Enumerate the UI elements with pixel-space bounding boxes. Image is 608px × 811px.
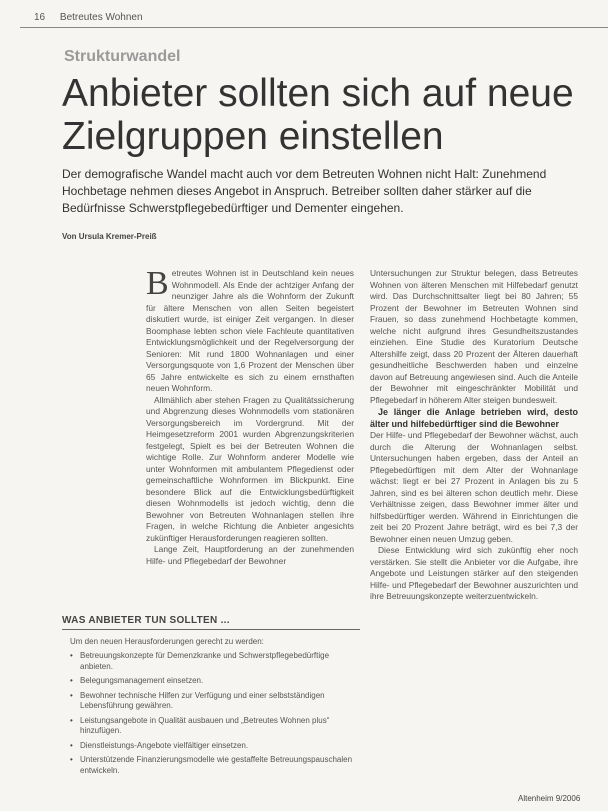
text-column-1 [146, 265, 354, 567]
list-item: • Dienstleistungs-Angebote vielfältiger einsetzen. [70, 741, 362, 752]
paragraph [146, 265, 354, 395]
text-column-2 [370, 268, 578, 603]
section-label: Betreutes Wohnen [59, 12, 143, 23]
list-item: • Belegungsmanagement einsetzen. [70, 676, 362, 687]
paragraph: Untersuchungen zur Struktur belegen, dass Betreutes Wohnen von älteren Menschen mit Hilfebedarf genutzt wird. Das Durchschnittsalter liegt bei 80 Jahren; 55 Prozent der Bewohner im Betreuten Wohnen sind Frauen, so dass zunehmend Hochbetagte kommen, welche nicht aufgrund ihres Gesundheitszustandes einziehen. Eine Studie des Kuratorium Deutsche Altershilfe zeigt, dass 20 Prozent der Älteren dauerhaft gesundheitliche Beschwerden haben und einzelne davon auf Betreuung angewiesen sind. Auch die Anteile der Bewohner mit eingeschränkter Mobilität und Pflegebedarf in höherem Alter steigen bundesweit. [370, 268, 578, 405]
list-item: • Unterstützende Finanzierungsmodelle wie gestaffelte Betreuungspauschalen entwickeln. [70, 755, 362, 776]
paragraph: Lange Zeit, Hauptforderung an der zunehmenden Hilfe- und Pflegebedarf der Bewohner [146, 544, 354, 566]
page-number: 16 [34, 12, 46, 23]
article-lead: Der demografische Wandel macht auch vor dem Betreuten Wohnen nicht Halt: Zunehmend Hochbetage nehmen dieses Angebot in Anspruch. Betreiber sollten daher stärker auf die Bedürfnisse Schwerstpflegebedürftiger und Dementer eingehen. [62, 167, 547, 215]
running-header [34, 12, 143, 23]
info-box-rule [62, 629, 360, 630]
article-title: Anbieter sollten sich auf neue Zielgruppen einstellen [62, 72, 574, 158]
info-box [62, 615, 362, 780]
info-box-title: WAS ANBIETER TUN SOLLTEN ... [62, 615, 230, 626]
list-item: • Betreuungskonzepte für Demenzkranke und Schwerstpflegebedürftige anbieten. [70, 651, 362, 672]
drop-cap: B [146, 265, 169, 302]
info-box-list [62, 651, 362, 776]
info-box-intro: Um den neuen Herausforderungen gerecht zu werden: [70, 637, 264, 646]
article-byline: Von Ursula Kremer-Preiß [62, 232, 157, 241]
header-rule [20, 27, 608, 28]
paragraph: Allmählich aber stehen Fragen zu Qualitätssicherung und Abgrenzung dieses Wohnmodells vom stationären Versorgungsbereich im Vordergrund. Mit der Heimgesetzreform 2001 wurden Abgrenzungskriterien festgelegt, Spielt es bei der Betreuten Wohnen die wichtige Rolle. Zur Wohnform anderer Modelle wie unter Wohnformen mit ambulantem Pflegedienst oder gemeinschaftliche Wohnformen im Blickpunkt. Eine besondere Blick auf die Entwicklungsbedürftigkeit diesen Wohnmodells ist jedoch wichtig, denn die Bewohner von Betreuten Wohnanlagen stellen ihre Fragen, in welche Richtung die Anbieter angesichts zukünftiger Herausforderungen reagieren sollten. [146, 394, 354, 543]
subheading: Je länger die Anlage betrieben wird, desto älter und hilfebedürftiger sind die Bewohner [370, 407, 578, 429]
article-kicker: Strukturwandel [64, 48, 181, 65]
paragraph-text: etreutes Wohnen ist in Deutschland kein neues Wohnmodell. Als Ende der achtziger Anfang der neunziger Jahre als die Wohnform der Zukunft für ältere Menschen von allen Seiten begeistert diskutiert wurde, ist einiger Zeit vergangen. In dieser Boomphase lebten schon viele Fachleute quantitativen Entwicklungsmöglichkeit und der Regelversorgung der Senioren: Mit rund 1800 Wohnanlagen und einer Versorgungsquote von 1,6 Prozent der Menschen über 65 Jahre entwickelte es sich zu einem ernsthaften neuen Wohnform. [146, 268, 354, 393]
list-item: • Leistungsangebote in Qualität ausbauen und „Betreutes Wohnen plus“ hinzufügen. [70, 716, 362, 737]
paragraph: Diese Entwicklung wird sich zukünftig eher noch verstärken. Sie stellt die Anbieter vor die Aufgabe, ihre Angebote und Leistungen stärker auf den steigenden Hilfe- und Pflegebedarf der Bewohner auszurichten und ihre Betreuungskonzepte weiterzuentwickeln. [370, 545, 578, 601]
list-item: • Bewohner technische Hilfen zur Verfügung und einer selbstständigen Lebensführung gewähren. [70, 691, 362, 712]
paragraph: Der Hilfe- und Pflegebedarf der Bewohner wächst, auch durch die Alterung der Wohnanlagen selbst. Untersuchungen haben ergeben, dass der Anteil an Pflegebedürftigen mit dem Alter der Wohnanlage wächst: liegt er bei 27 Prozent in Anlagen bis zu 5 Jahren, sind es bei älteren schon deutlich mehr. Diese Verhältnisse zeigen, dass Bewohner immer älter und hilfsbedürftiger werden. Während in Einrichtungen die zeit bei 20 Prozent Jahre beträgt, wird es bei 7,3 der Bewohner einen neuen Umzug geben. [370, 430, 578, 544]
footer-credit: Altenheim 9/2006 [518, 794, 581, 803]
